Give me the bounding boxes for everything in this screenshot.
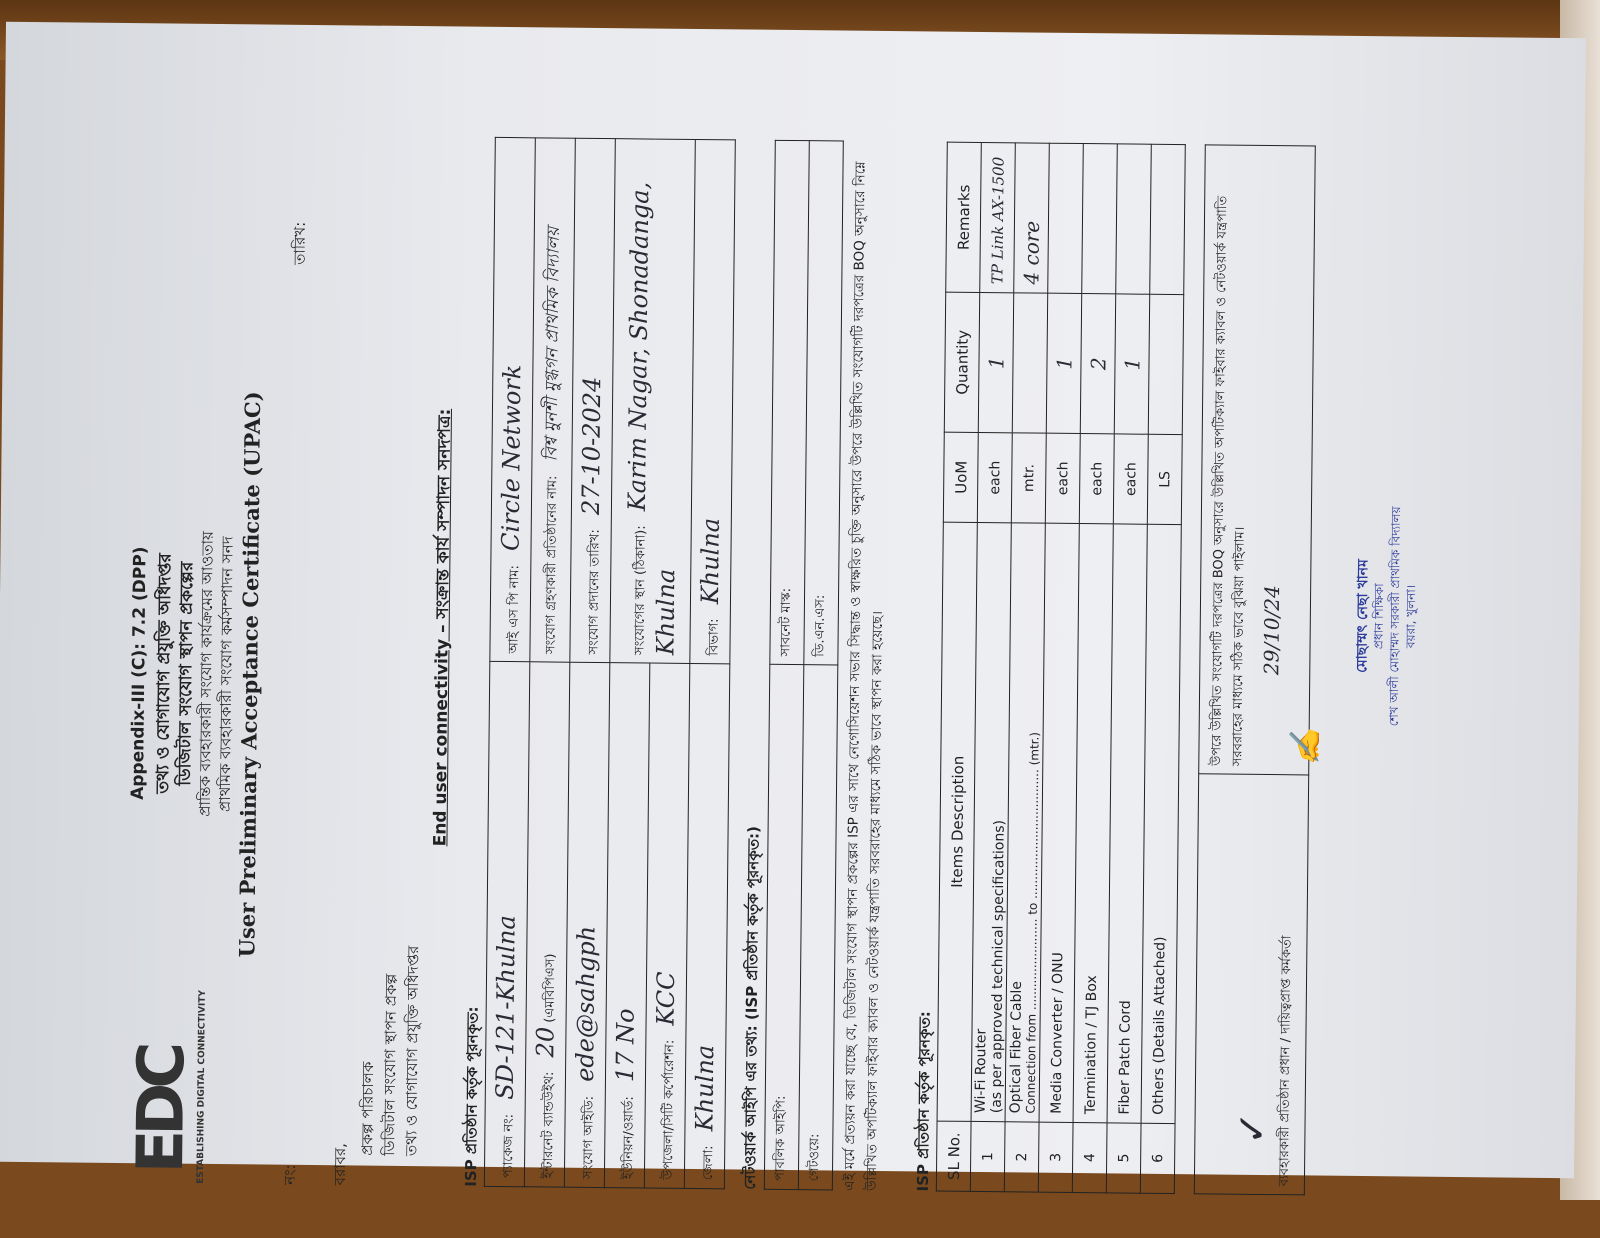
- row-uom: mtr.: [1011, 433, 1046, 523]
- col-quantity: Quantity: [944, 292, 979, 432]
- connection-id-cell: [564, 663, 609, 1188]
- connection-id-label: সংযোগ আইডি:: [580, 1095, 597, 1179]
- row-sl: 2: [1004, 1122, 1039, 1192]
- district-value: Khulna: [689, 1044, 719, 1132]
- connection-date-label: সংযোগ প্রদানের তারিখ:: [585, 529, 603, 655]
- bandwidth-unit: (এমবিপিএস): [542, 953, 558, 1023]
- receiver-cell: [530, 138, 575, 663]
- upazila-cell: [644, 664, 689, 1189]
- official-stamp: [1353, 416, 1421, 817]
- package-label: প্যাকেজ নং:: [500, 1113, 517, 1179]
- row-uom: each: [1113, 434, 1148, 524]
- signoff-right: উপরে উল্লিখিত সংযোগটি দরপত্রের BOQ অনুসারে উল্লিখিত অপটিক্যাল ফাইবার ক্যাবল ও নেটওয়ার্ক যন্ত্রপাতি সরবরাহের মাধ্যমে সঠিক ভাবে বুঝিয়া পাইলাম।: [1199, 145, 1316, 776]
- division-label: বিভাগ:: [705, 618, 722, 656]
- col-uom: UoM: [943, 432, 978, 522]
- row-sl: 1: [970, 1121, 1005, 1191]
- place-label: সংযোগের স্থান (ঠিকানা):: [631, 525, 649, 656]
- row-desc: Others (Details Attached): [1141, 524, 1181, 1123]
- items-table: [936, 142, 1186, 1194]
- isp-name-cell: [490, 137, 535, 662]
- signature-icon: ✍: [1288, 727, 1324, 766]
- district-cell: [684, 664, 729, 1189]
- row-remarks: 4 core: [1014, 143, 1050, 293]
- row-desc-sub: Connection from ........................ to .................................. (mtr.): [1023, 731, 1042, 1114]
- row-desc-main: Wi-Fi Router: [972, 1028, 990, 1114]
- bandwidth-value: 20: [530, 1026, 560, 1058]
- connection-date-value: 27-10-2024: [576, 376, 606, 516]
- row-desc: Fiber Patch Cord: [1107, 524, 1147, 1123]
- bandwidth-cell: [524, 662, 569, 1187]
- union-value: 17 No: [610, 1008, 640, 1083]
- row-qty: 1: [978, 292, 1013, 432]
- upazila-label: উপজেলা/সিটি কর্পোরেশন:: [660, 1039, 677, 1180]
- form-content: [93, 123, 1504, 1238]
- header-line-5: প্রাথমিক ব্যবহারকারী সংযোগ কর্মসম্পাদন সনদ: [215, 536, 237, 812]
- memo-date-label: তারিখ:: [290, 221, 309, 265]
- edc-logo-text: ESTABLISHING DIGITAL CONNECTIVITY: [195, 990, 208, 1184]
- row-sl: 5: [1106, 1123, 1141, 1193]
- signature-date: 29/10/24: [1259, 585, 1285, 676]
- subject-line: End user connectivity – সংক্রান্ত কার্য সম্পাদন সনদপত্র:: [430, 408, 455, 847]
- ministry-name: তথ্য ও যোগাযোগ প্রযুক্তি অধিদপ্তর: [152, 553, 176, 794]
- row-uom: LS: [1147, 434, 1182, 524]
- gateway-label: গেটওয়ে:: [798, 665, 837, 1190]
- public-ip-label: পাবলিক আইপি:: [764, 665, 803, 1190]
- row-uom: each: [1079, 434, 1114, 524]
- addressee-to: বরাবর,: [330, 1142, 350, 1186]
- addressee-line-3: তথ্য ও যোগাযোগ প্রযুক্তি অধিদপ্তর: [402, 945, 423, 1157]
- header-line-4: প্রান্তিক ব্যবহারকারী সংযোগ কার্যক্রমের আওতায়: [195, 531, 217, 817]
- row-sl: 6: [1140, 1123, 1175, 1193]
- row-qty: 1: [1046, 293, 1081, 433]
- connection-date-cell: [570, 138, 615, 663]
- receiver-label: সংযোগ গ্রহণকারী প্রতিষ্ঠানের নাম:: [542, 475, 560, 655]
- col-sl: SL No.: [936, 1121, 971, 1191]
- bandwidth-label: ইন্টারনেট ব্যান্ডউইথ:: [540, 1071, 557, 1179]
- memo-number-label: নং:: [280, 1164, 300, 1185]
- isp-name-label: আই এস পি নাম:: [505, 565, 522, 654]
- network-info-table: [764, 140, 844, 1191]
- row-uom: each: [977, 432, 1012, 522]
- row-qty: 1: [1114, 294, 1149, 434]
- row-sl: 3: [1038, 1122, 1073, 1192]
- place-value: Karim Nagar, Shonadanga, Khulna: [622, 181, 680, 656]
- paper-sheet: [0, 22, 1586, 1192]
- edc-logo-mark: EDC: [123, 1047, 200, 1174]
- package-value: SD-121-Khulna: [490, 915, 521, 1100]
- division-cell: [690, 139, 735, 664]
- dns-label: ডি.এন.এস:: [804, 141, 843, 666]
- row-desc: Termination / TJ Box: [1073, 524, 1113, 1123]
- isp-name-value: Circle Network: [495, 364, 526, 552]
- table-row: [1194, 145, 1315, 1195]
- checkmark-icon: ✓: [1229, 1111, 1276, 1146]
- stamp-name: মোছাম্মৎ নেছা খানম: [1354, 559, 1372, 673]
- document-title: User Preliminary Acceptance Certificate (UPAC): [234, 391, 266, 958]
- union-label: ইউনিয়ন/ওয়ার্ড:: [620, 1096, 637, 1180]
- addressee-line-1: প্রকল্প পরিচালক: [358, 1061, 378, 1156]
- stamp-title: প্রধান শিক্ষিকা: [1371, 583, 1387, 650]
- row-desc: Media Converter / ONU: [1039, 523, 1079, 1122]
- row-desc-main: Optical Fiber Cable: [1007, 981, 1025, 1114]
- stamp-address: বয়রা, খুলনা।: [1403, 584, 1419, 649]
- stamp-school: শেখ আলী মোহাম্মদ সরকারী প্রাথমিক বিদ্যালয়: [1386, 506, 1404, 727]
- items-section-heading: ISP প্রতিষ্ঠান কর্তৃক পূরনকৃত:: [913, 1011, 934, 1192]
- row-desc-sub: (as per approved technical specifications): [988, 819, 1008, 1114]
- row-remarks: [1082, 144, 1118, 294]
- network-section-heading: নেটওয়ার্ক আইপি এর তথ্য: (ISP প্রতিষ্ঠান কর্তৃক পূরনকৃত:): [740, 826, 763, 1190]
- col-description: Items Description: [937, 522, 977, 1121]
- addressee-line-2: ডিজিটাল সংযোগ স্থাপন প্রকল্প: [380, 973, 401, 1156]
- row-remarks: TP Link AX-1500: [980, 142, 1016, 292]
- row-sl: 4: [1072, 1122, 1107, 1192]
- row-remarks: [1150, 144, 1186, 294]
- row-qty: [1148, 294, 1183, 434]
- row-remarks: [1116, 144, 1152, 294]
- signoff-left: ব্যবহারকারী প্রতিষ্ঠান প্রধান / দায়িত্বপ্রাপ্ত কর্মকর্তা: [1194, 774, 1308, 1195]
- appendix-title: Appendix-III (C): 7.2 (DPP): [127, 546, 151, 800]
- subnet-label: সাবনেট মাস্ক:: [770, 140, 809, 665]
- row-uom: each: [1045, 433, 1080, 523]
- upazila-value: KCC: [651, 971, 680, 1026]
- isp-info-table: [484, 137, 736, 1189]
- division-value: Khulna: [695, 517, 725, 605]
- signoff-table: [1194, 144, 1316, 1195]
- receiver-value: বিশ্ব মুনশী মুগ্ধগন প্রাথমিক বিদ্যালয়: [540, 226, 564, 462]
- row-remarks: [1048, 143, 1084, 293]
- isp-section-heading: ISP প্রতিষ্ঠান কর্তৃক পূরনকৃত:: [461, 1006, 482, 1187]
- row-qty: [1012, 293, 1047, 433]
- project-name: ডিজিটাল সংযোগ স্থাপন প্রকল্পের: [175, 561, 198, 786]
- row-qty: 2: [1080, 294, 1115, 434]
- place-cell: [610, 139, 695, 664]
- declaration-paragraph: এই মর্মে প্রত্যয়ন করা যাচ্ছে যে, ডিজিটাল সংযোগ স্থাপন প্রকল্পের ISP এর সাথে নেগোসিয়েশন সভার সিদ্ধান্ত ও স্বাক্ষরিত চুক্তি অনুসারে উপরে উল্লিখিত সংযোগটি দরপত্রের BOQ অনুসারে নিম্নে উল্লিখিত অপটিক্যাল ফাইবার ক্যাবল ও নেটওয়ার্ক যন্ত্রপাতি সরবরাহের মাধ্যমে সঠিক ভাবে স্থাপন করা হয়েছে।: [841, 161, 886, 1191]
- union-cell: [604, 663, 649, 1188]
- col-remarks: Remarks: [946, 142, 982, 292]
- district-label: জেলা:: [700, 1145, 716, 1181]
- package-cell: [484, 662, 529, 1187]
- connection-id-value: ede@sahgph: [570, 925, 601, 1082]
